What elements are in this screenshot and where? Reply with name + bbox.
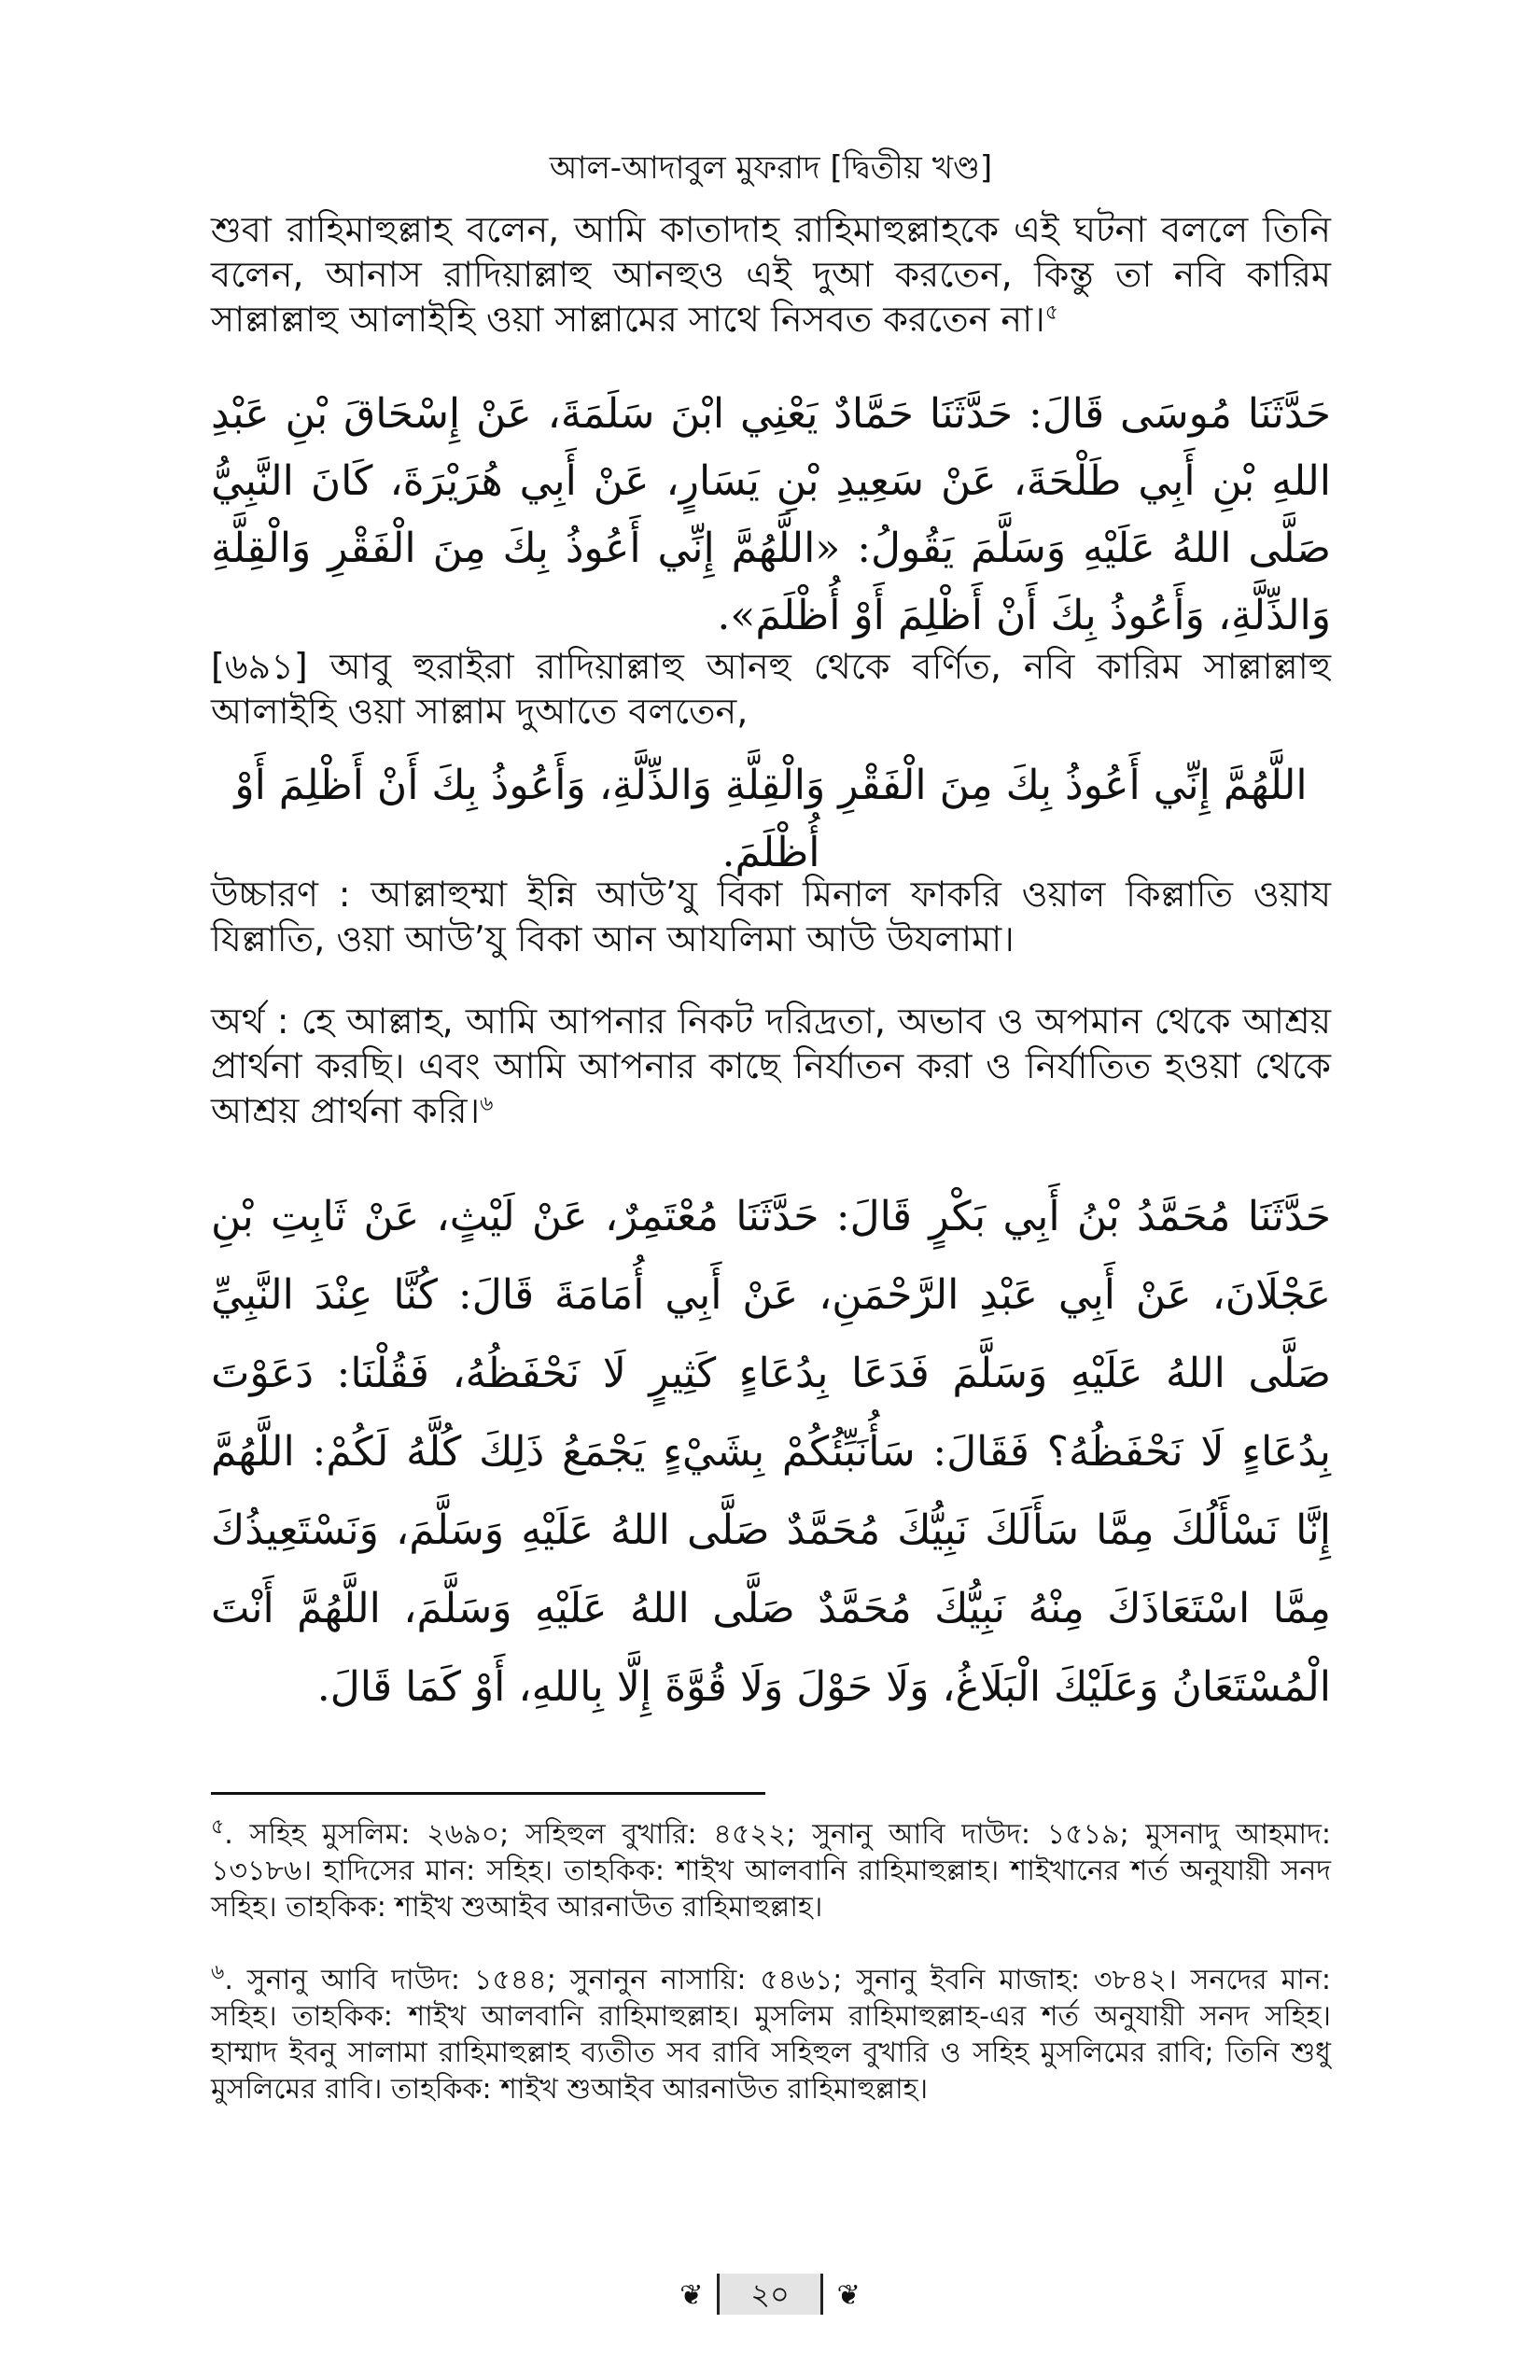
ornament-right-icon: ❦	[836, 2279, 861, 2312]
dua-arabic: اللَّهُمَّ إِنِّي أَعُوذُ بِكَ مِنَ الْفَقْرِ وَالْقِلَّةِ وَالذِّلَّةِ، وَأَعُوذُ بِكَ أَنْ أَظْلِمَ أَوْ أُظْلَمَ.	[234, 762, 1308, 876]
footnote-6	[211, 1962, 1331, 2107]
footnote-6-marker: ৬	[211, 1961, 225, 1984]
footnote-ref-6[interactable]: ৬	[480, 1092, 494, 1116]
footnote-5	[211, 1816, 1331, 1925]
hadith-691-arabic-isnad: حَدَّثَنَا مُوسَى قَالَ: حَدَّثَنَا حَمَّادٌ يَعْنِي ابْنَ سَلَمَةَ، عَنْ إِسْحَاقَ بْنِ عَبْدِ اللهِ بْنِ أَبِي طَلْحَةَ، عَنْ سَعِيدِ بْنِ يَسَارٍ، عَنْ أَبِي هُرَيْرَةَ، كَانَ النَّبِيُّ صَلَّى اللهُ عَلَيْهِ وَسَلَّمَ يَقُولُ: «اللَّهُمَّ إِنِّي أَعُوذُ بِكَ مِنَ الْفَقْرِ وَالْقِلَّةِ وَالذِّلَّةِ، وَأَعُوذُ بِكَ أَنْ أَظْلِمَ أَوْ أُظْلَمَ».	[211, 390, 1331, 639]
pronunciation: উচ্চারণ : আল্লাহুম্মা ইন্নি আউ’যু বিকা মিনাল ফাকরি ওয়াল কিল্লাতি ওয়ায যিল্লাতি, ওয়া আউ’যু বিকা আন আযলিমা আউ উযলামা।	[211, 874, 1331, 959]
ornament-left-icon: ❦	[679, 2279, 704, 2312]
footnote-ref-5[interactable]: ৫	[1044, 301, 1058, 325]
page-number: ২০	[717, 2274, 823, 2315]
intro-text: শুবা রাহিমাহুল্লাহ বলেন, আমি কাতাদাহ রাহিমাহুল্লাহকে এই ঘটনা বললে তিনি বলেন, আনাস রাদিয়াল্লাহু আনহুও এই দুআ করতেন, কিন্তু তা নবি কারিম সাল্লাল্লাহু আলাইহি ওয়া সাল্লামের সাথে নিসবত করতেন না।	[211, 209, 1331, 340]
page-folio	[0, 2274, 1540, 2317]
footnote-divider	[211, 1792, 765, 1795]
hadith-next-arabic: حَدَّثَنَا مُحَمَّدُ بْنُ أَبِي بَكْرٍ قَالَ: حَدَّثَنَا مُعْتَمِرٌ، عَنْ لَيْثٍ، عَنْ ثَابِتِ بْنِ عَجْلَانَ، عَنْ أَبِي عَبْدِ الرَّحْمَنِ، عَنْ أَبِي أُمَامَةَ قَالَ: كُنَّا عِنْدَ النَّبِيِّ صَلَّى اللهُ عَلَيْهِ وَسَلَّمَ فَدَعَا بِدُعَاءٍ كَثِيرٍ لَا نَحْفَظُهُ، فَقُلْنَا: دَعَوْتَ بِدُعَاءٍ لَا نَحْفَظُهُ؟ فَقَالَ: سَأُنَبِّئُكُمْ بِشَيْءٍ يَجْمَعُ ذَلِكَ كُلَّهُ لَكُمْ: اللَّهُمَّ إِنَّا نَسْأَلُكَ مِمَّا سَأَلَكَ نَبِيُّكَ مُحَمَّدٌ صَلَّى اللهُ عَلَيْهِ وَسَلَّمَ، وَنَسْتَعِيذُكَ مِمَّا اسْتَعَاذَكَ مِنْهُ نَبِيُّكَ مُحَمَّدٌ صَلَّى اللهُ عَلَيْهِ وَسَلَّمَ، اللَّهُمَّ أَنْتَ الْمُسْتَعَانُ وَعَلَيْكَ الْبَلَاغُ، وَلَا حَوْلَ وَلَا قُوَّةَ إِلَّا بِاللهِ، أَوْ كَمَا قَالَ.	[211, 1193, 1331, 1711]
meaning-text: অর্থ : হে আল্লাহ, আমি আপনার নিকট দরিদ্রতা, অভাব ও অপমান থেকে আশ্রয় প্রার্থনা করছি। এবং আমি আপনার কাছে নির্যাতন করা ও নির্যাতিত হওয়া থেকে আশ্রয় প্রার্থনা করি।	[211, 1001, 1331, 1131]
running-head: আল-আদাবুল মুফরাদ [দ্বিতীয় খণ্ড]	[549, 149, 993, 187]
intro-paragraph	[211, 207, 1331, 342]
meaning	[211, 999, 1331, 1133]
footnote-6-text: . সুনানু আবি দাউদ: ১৫৪৪; সুনানুন নাসায়ি: ৫৪৬১; সুনানু ইবনি মাজাহ: ৩৮৪২। সনদের মান: সহিহ। তাহকিক: শাইখ আলবানি রাহিমাহুল্লাহ। মুসলিম রাহিমাহুল্লাহ-এর শর্ত অনুযায়ী সনদ সহিহ। হাম্মাদ ইবনু সালামা রাহিমাহুল্লাহ ব্যতীত সব রাবি সহিহুল বুখারি ও সহিহ মুসলিমের রাবি; তিনি শুধু মুসলিমের রাবি। তাহকিক: শাইখ শুআইব আরনাউত রাহিমাহুল্লাহ।	[211, 1964, 1331, 2106]
footnote-5-marker: ৫	[211, 1815, 225, 1839]
footnote-5-text: . সহিহ মুসলিম: ২৬৯০; সহিহুল বুখারি: ৪৫২২; সুনানু আবি দাউদ: ১৫১৯; মুসনাদু আহমাদ: ১৩১৮৬। হাদিসের মান: সহিহ। তাহকিক: শাইখ আলবানি রাহিমাহুল্লাহ। শাইখানের শর্ত অনুযায়ী সনদ সহিহ। তাহকিক: শাইখ শুআইব আরনাউত রাহিমাহুল্লাহ।	[211, 1818, 1331, 1924]
hadith-691-translation: [৬৯১] আবু হুরাইরা রাদিয়াল্লাহু আনহু থেকে বর্ণিত, নবি কারিম সাল্লাল্লাহু আলাইহি ওয়া সাল্লাম দুআতে বলতেন,	[211, 646, 1331, 732]
